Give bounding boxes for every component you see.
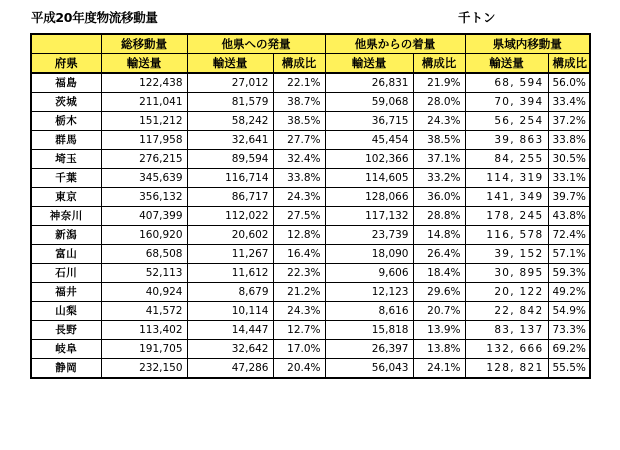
outbound-volume-cell: 116,714 [187, 169, 273, 188]
header-outbound-ratio: 構成比 [273, 54, 325, 74]
within-ratio-cell: 69.2% [548, 340, 590, 359]
pref-cell: 神奈川 [31, 207, 101, 226]
total-volume-cell: 191,705 [101, 340, 187, 359]
inbound-ratio-cell: 14.8% [413, 226, 465, 245]
inbound-volume-cell: 26,397 [325, 340, 413, 359]
header-within-ratio: 構成比 [548, 54, 590, 74]
inbound-volume-cell: 117,132 [325, 207, 413, 226]
total-volume-cell: 232,150 [101, 359, 187, 379]
within-volume-cell: 116, 578 [465, 226, 548, 245]
inbound-ratio-cell: 37.1% [413, 150, 465, 169]
inbound-volume-cell: 59,068 [325, 93, 413, 112]
within-volume-cell: 84, 255 [465, 150, 548, 169]
inbound-ratio-cell: 13.8% [413, 340, 465, 359]
inbound-ratio-cell: 13.9% [413, 321, 465, 340]
within-ratio-cell: 37.2% [548, 112, 590, 131]
outbound-ratio-cell: 24.3% [273, 188, 325, 207]
header-row-groups [31, 34, 590, 54]
table-row [31, 112, 590, 131]
within-ratio-cell: 30.5% [548, 150, 590, 169]
outbound-volume-cell: 86,717 [187, 188, 273, 207]
table-row [31, 150, 590, 169]
inbound-ratio-cell: 21.9% [413, 73, 465, 93]
within-ratio-cell: 33.1% [548, 169, 590, 188]
pref-cell: 埼玉 [31, 150, 101, 169]
within-volume-cell: 39, 152 [465, 245, 548, 264]
within-ratio-cell: 55.5% [548, 359, 590, 379]
inbound-volume-cell: 102,366 [325, 150, 413, 169]
document-title: 平成20年度物流移動量 [31, 10, 158, 25]
pref-cell: 岐阜 [31, 340, 101, 359]
inbound-ratio-cell: 24.1% [413, 359, 465, 379]
outbound-ratio-cell: 22.1% [273, 73, 325, 93]
outbound-volume-cell: 32,642 [187, 340, 273, 359]
inbound-ratio-cell: 38.5% [413, 131, 465, 150]
total-volume-cell: 40,924 [101, 283, 187, 302]
within-volume-cell: 132, 666 [465, 340, 548, 359]
within-ratio-cell: 39.7% [548, 188, 590, 207]
table-row [31, 264, 590, 283]
outbound-ratio-cell: 12.8% [273, 226, 325, 245]
inbound-volume-cell: 8,616 [325, 302, 413, 321]
pref-cell: 茨城 [31, 93, 101, 112]
inbound-ratio-cell: 33.2% [413, 169, 465, 188]
table-row [31, 188, 590, 207]
within-volume-cell: 30, 895 [465, 264, 548, 283]
inbound-ratio-cell: 20.7% [413, 302, 465, 321]
within-ratio-cell: 54.9% [548, 302, 590, 321]
outbound-volume-cell: 11,612 [187, 264, 273, 283]
within-volume-cell: 22, 842 [465, 302, 548, 321]
outbound-volume-cell: 81,579 [187, 93, 273, 112]
inbound-volume-cell: 56,043 [325, 359, 413, 379]
inbound-ratio-cell: 29.6% [413, 283, 465, 302]
inbound-volume-cell: 12,123 [325, 283, 413, 302]
header-pref: 府県 [31, 54, 101, 74]
within-volume-cell: 56, 254 [465, 112, 548, 131]
within-volume-cell: 114, 319 [465, 169, 548, 188]
total-volume-cell: 113,402 [101, 321, 187, 340]
header-inbound: 他県からの着量 [325, 34, 465, 54]
outbound-ratio-cell: 24.3% [273, 302, 325, 321]
outbound-ratio-cell: 16.4% [273, 245, 325, 264]
pref-cell: 新潟 [31, 226, 101, 245]
inbound-volume-cell: 26,831 [325, 73, 413, 93]
header-inbound-volume: 輸送量 [325, 54, 413, 74]
within-ratio-cell: 43.8% [548, 207, 590, 226]
header-outbound-volume: 輸送量 [187, 54, 273, 74]
within-volume-cell: 20, 122 [465, 283, 548, 302]
total-volume-cell: 117,958 [101, 131, 187, 150]
total-volume-cell: 211,041 [101, 93, 187, 112]
table-row [31, 131, 590, 150]
pref-cell: 東京 [31, 188, 101, 207]
outbound-ratio-cell: 33.8% [273, 169, 325, 188]
within-ratio-cell: 49.2% [548, 283, 590, 302]
inbound-volume-cell: 45,454 [325, 131, 413, 150]
table-row [31, 93, 590, 112]
total-volume-cell: 407,399 [101, 207, 187, 226]
within-volume-cell: 70, 394 [465, 93, 548, 112]
outbound-volume-cell: 14,447 [187, 321, 273, 340]
outbound-volume-cell: 47,286 [187, 359, 273, 379]
outbound-volume-cell: 32,641 [187, 131, 273, 150]
total-volume-cell: 151,212 [101, 112, 187, 131]
total-volume-cell: 276,215 [101, 150, 187, 169]
outbound-ratio-cell: 27.7% [273, 131, 325, 150]
freight-table [30, 33, 591, 379]
table-row [31, 283, 590, 302]
pref-cell: 長野 [31, 321, 101, 340]
header-row-sub [31, 54, 590, 74]
within-volume-cell: 178, 245 [465, 207, 548, 226]
pref-cell: 山梨 [31, 302, 101, 321]
pref-cell: 福井 [31, 283, 101, 302]
within-ratio-cell: 72.4% [548, 226, 590, 245]
within-volume-cell: 141, 349 [465, 188, 548, 207]
inbound-ratio-cell: 28.8% [413, 207, 465, 226]
total-volume-cell: 52,113 [101, 264, 187, 283]
inbound-ratio-cell: 26.4% [413, 245, 465, 264]
outbound-ratio-cell: 38.5% [273, 112, 325, 131]
outbound-volume-cell: 10,114 [187, 302, 273, 321]
header-blank [31, 34, 101, 54]
outbound-volume-cell: 112,022 [187, 207, 273, 226]
table-row [31, 359, 590, 379]
pref-cell: 群馬 [31, 131, 101, 150]
outbound-ratio-cell: 32.4% [273, 150, 325, 169]
header-within: 県域内移動量 [465, 34, 590, 54]
outbound-volume-cell: 20,602 [187, 226, 273, 245]
outbound-ratio-cell: 22.3% [273, 264, 325, 283]
unit-label: 千トン [458, 10, 496, 25]
inbound-volume-cell: 18,090 [325, 245, 413, 264]
outbound-ratio-cell: 20.4% [273, 359, 325, 379]
pref-cell: 福島 [31, 73, 101, 93]
within-volume-cell: 83, 137 [465, 321, 548, 340]
within-ratio-cell: 33.4% [548, 93, 590, 112]
table-row [31, 169, 590, 188]
table-row [31, 226, 590, 245]
inbound-volume-cell: 114,605 [325, 169, 413, 188]
header-inbound-ratio: 構成比 [413, 54, 465, 74]
total-volume-cell: 345,639 [101, 169, 187, 188]
inbound-volume-cell: 36,715 [325, 112, 413, 131]
inbound-ratio-cell: 18.4% [413, 264, 465, 283]
table-row [31, 245, 590, 264]
inbound-volume-cell: 23,739 [325, 226, 413, 245]
within-volume-cell: 39, 863 [465, 131, 548, 150]
outbound-ratio-cell: 17.0% [273, 340, 325, 359]
inbound-volume-cell: 128,066 [325, 188, 413, 207]
pref-cell: 富山 [31, 245, 101, 264]
pref-cell: 栃木 [31, 112, 101, 131]
header-outbound: 他県への発量 [187, 34, 325, 54]
outbound-volume-cell: 11,267 [187, 245, 273, 264]
within-ratio-cell: 59.3% [548, 264, 590, 283]
within-ratio-cell: 56.0% [548, 73, 590, 93]
pref-cell: 静岡 [31, 359, 101, 379]
inbound-ratio-cell: 28.0% [413, 93, 465, 112]
pref-cell: 石川 [31, 264, 101, 283]
inbound-ratio-cell: 24.3% [413, 112, 465, 131]
header-within-volume: 輸送量 [465, 54, 548, 74]
outbound-ratio-cell: 21.2% [273, 283, 325, 302]
outbound-ratio-cell: 27.5% [273, 207, 325, 226]
outbound-ratio-cell: 12.7% [273, 321, 325, 340]
total-volume-cell: 41,572 [101, 302, 187, 321]
within-ratio-cell: 57.1% [548, 245, 590, 264]
table-row [31, 321, 590, 340]
total-volume-cell: 68,508 [101, 245, 187, 264]
total-volume-cell: 356,132 [101, 188, 187, 207]
header-total: 総移動量 [101, 34, 187, 54]
table-body [31, 34, 590, 378]
table-row [31, 207, 590, 226]
table-row [31, 302, 590, 321]
total-volume-cell: 160,920 [101, 226, 187, 245]
table-row [31, 73, 590, 93]
inbound-ratio-cell: 36.0% [413, 188, 465, 207]
total-volume-cell: 122,438 [101, 73, 187, 93]
inbound-volume-cell: 15,818 [325, 321, 413, 340]
outbound-volume-cell: 27,012 [187, 73, 273, 93]
within-ratio-cell: 33.8% [548, 131, 590, 150]
inbound-volume-cell: 9,606 [325, 264, 413, 283]
within-volume-cell: 68, 594 [465, 73, 548, 93]
pref-cell: 千葉 [31, 169, 101, 188]
outbound-volume-cell: 8,679 [187, 283, 273, 302]
table-row [31, 340, 590, 359]
outbound-volume-cell: 58,242 [187, 112, 273, 131]
outbound-volume-cell: 89,594 [187, 150, 273, 169]
within-ratio-cell: 73.3% [548, 321, 590, 340]
within-volume-cell: 128, 821 [465, 359, 548, 379]
header-total-volume: 輸送量 [101, 54, 187, 74]
outbound-ratio-cell: 38.7% [273, 93, 325, 112]
